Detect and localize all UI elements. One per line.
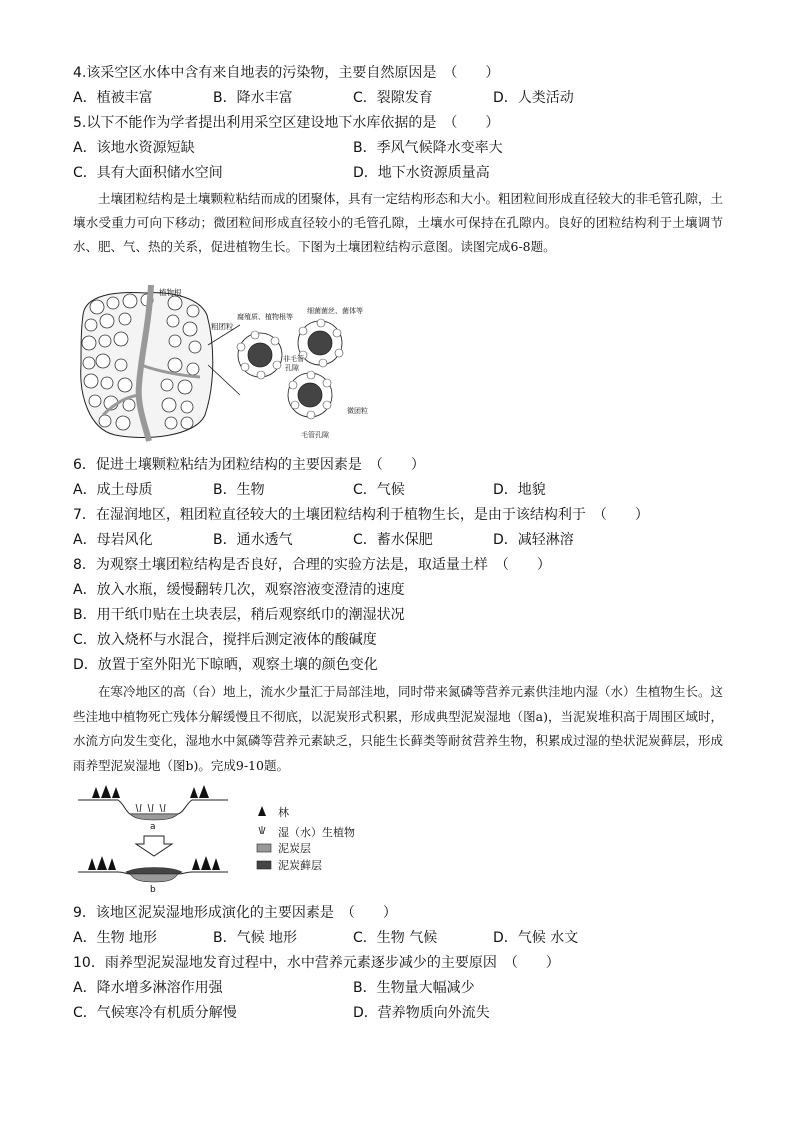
option-b[interactable]: B．用干纸巾贴在土块表层，稍后观察纸巾的潮湿状况 xyxy=(73,607,405,623)
option-d[interactable]: D．地下水资源质量高 xyxy=(353,165,490,181)
label-bacteria: 细菌菌丝、菌体等 xyxy=(307,307,363,315)
question-9-options xyxy=(73,928,723,948)
option-a[interactable]: A．该地水资源短缺 xyxy=(73,140,195,156)
question-8-stem: 8．为观察土壤团粒结构是否良好，合理的实验方法是，取适量土样 （ ） xyxy=(73,557,551,573)
option-a[interactable]: A．成土母质 xyxy=(73,482,153,498)
label-root: 植物根 xyxy=(159,288,182,297)
option-b[interactable]: B．季风气候降水变率大 xyxy=(353,140,503,156)
label-a: a xyxy=(150,822,156,832)
option-b[interactable]: B．生物量大幅减少 xyxy=(353,980,475,996)
label-b: b xyxy=(150,885,156,895)
option-c[interactable]: C．具有大面积储水空间 xyxy=(73,165,223,181)
option-b[interactable]: B．降水丰富 xyxy=(213,90,293,106)
legend-peat-moss-layer: 泥炭藓层 xyxy=(278,859,322,872)
legend-forest: 林 xyxy=(278,806,289,819)
soil-aggregate-figure xyxy=(75,285,395,445)
option-b[interactable]: B．通水透气 xyxy=(213,532,293,548)
option-a[interactable]: A．母岩风化 xyxy=(73,532,153,548)
question-6-options xyxy=(73,480,723,500)
label-capillary-pore: 毛管孔隙 xyxy=(301,431,329,439)
option-d[interactable]: D．人类活动 xyxy=(493,90,574,106)
question-10-options-row1 xyxy=(73,978,723,998)
option-c[interactable]: C．气候 xyxy=(353,482,405,498)
option-c[interactable]: C．蓄水保肥 xyxy=(353,532,433,548)
figure-legend xyxy=(257,805,355,872)
legend-wet-plants: 湿（水）生植物 xyxy=(278,826,355,839)
option-d[interactable]: D．营养物质向外流失 xyxy=(353,1005,490,1021)
legend-peat-layer: 泥炭层 xyxy=(278,842,311,855)
option-d[interactable]: D．气候 水文 xyxy=(493,930,579,946)
peat-passage: 在寒冷地区的高（台）地上，流水少量汇于局部洼地，同时带来氮磷等营养元素供洼地内湿（水）生植物生长。这些洼地中植物死亡残体分解缓慢且不彻底，以泥炭形式积累，形成典型泥炭湿地（图a)，当泥炭堆积高于周围区域时，水流方向发生变化，湿地水中氮磷等营养元素缺乏，只能生长藓类等耐贫营养生物，积累成过湿的垫状泥炭藓层，形成雨养型泥炭湿地（图b)。完成9-10题。 xyxy=(73,684,724,773)
label-coarse-aggregate: 粗团粒 xyxy=(211,322,234,331)
option-c[interactable]: C．气候寒冷有机质分解慢 xyxy=(73,1005,237,1021)
option-c[interactable]: C．裂隙发育 xyxy=(353,90,433,106)
question-7-options xyxy=(73,530,723,550)
soil-passage: 土壤团粒结构是土壤颗粒粘结而成的团聚体，具有一定结构形态和大小。粗团粒间形成直径较大的非毛管孔隙，土壤水受重力可向下移动；微团粒间形成直径较小的毛管孔隙，土壤水可保持在孔隙内。良好的团粒结构利于土壤调节水、肥、气、热的关系，促进植物生长。下图为土壤团粒结构示意图。读图完成6-8题。 xyxy=(73,191,724,254)
label-micro-aggregate: 微团粒 xyxy=(347,407,368,415)
question-4-options xyxy=(73,88,723,108)
option-b[interactable]: B．生物 xyxy=(213,482,265,498)
option-a[interactable]: A．降水增多淋溶作用强 xyxy=(73,980,223,996)
option-c[interactable]: C．放入烧杯与水混合，搅拌后测定液体的酸碱度 xyxy=(73,632,377,648)
question-5-options-row2 xyxy=(73,163,723,183)
question-7-stem: 7．在湿润地区，粗团粒直径较大的土壤团粒结构利于植物生长，是由于该结构利于 （ ） xyxy=(73,507,649,523)
option-d[interactable]: D．地貌 xyxy=(493,482,546,498)
label-noncapillary-1: 非毛管 xyxy=(283,355,304,363)
option-c[interactable]: C．生物 气候 xyxy=(353,930,438,946)
question-5-stem: 5.以下不能作为学者提出利用采空区建设地下水库依据的是 （ ） xyxy=(73,115,500,131)
option-a[interactable]: A．放入水瓶，缓慢翻转几次，观察溶液变澄清的速度 xyxy=(73,582,405,598)
question-10-stem: 10．雨养型泥炭湿地发育过程中，水中营养元素逐步减少的主要原因 （ ） xyxy=(73,955,560,971)
question-4-stem: 4.该采空区水体中含有来自地表的污染物，主要自然原因是 （ ） xyxy=(73,65,500,81)
option-d[interactable]: D．减轻淋溶 xyxy=(493,532,574,548)
question-6-stem: 6．促进土壤颗粒粘结为团粒结构的主要因素是 （ ） xyxy=(73,457,425,473)
option-d[interactable]: D．放置于室外阳光下晾晒，观察土壤的颜色变化 xyxy=(73,657,378,673)
option-a[interactable]: A．生物 地形 xyxy=(73,930,158,946)
question-9-stem: 9．该地区泥炭湿地形成演化的主要因素是 （ ） xyxy=(73,905,397,921)
peat-wetland-figure xyxy=(78,782,378,897)
label-noncapillary-2: 孔隙 xyxy=(285,364,299,372)
question-10-options-row2 xyxy=(73,1003,723,1023)
label-humus: 腐殖质、植物根等 xyxy=(237,313,293,321)
option-b[interactable]: B．气候 地形 xyxy=(213,930,298,946)
option-a[interactable]: A．植被丰富 xyxy=(73,90,153,106)
question-5-options-row1 xyxy=(73,138,723,158)
